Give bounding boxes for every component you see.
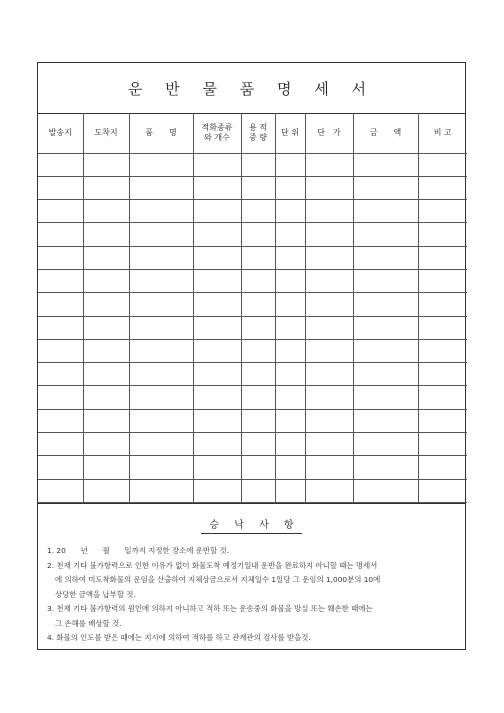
table-cell-destination[interactable] <box>83 339 129 362</box>
header-origin: 발송지 <box>38 113 83 153</box>
table-cell-item-name[interactable] <box>129 223 193 246</box>
header-destination: 도착지 <box>83 113 129 153</box>
table-cell-destination[interactable] <box>83 409 129 432</box>
table-cell-destination[interactable] <box>83 479 129 502</box>
table-row <box>38 456 467 479</box>
table-cell-origin[interactable] <box>38 479 83 502</box>
table-cell-item-name[interactable] <box>129 409 193 432</box>
table-cell-amount[interactable] <box>353 269 418 292</box>
table-cell-unit[interactable] <box>275 246 305 269</box>
table-cell-package-type-count[interactable] <box>193 293 241 316</box>
table-cell-destination[interactable] <box>83 363 129 386</box>
table-cell-package-type-count[interactable] <box>193 386 241 409</box>
table-cell-item-name[interactable] <box>129 386 193 409</box>
header-volume-weight: 용 적 중 량 <box>241 113 275 153</box>
table-cell-item-name[interactable] <box>129 456 193 479</box>
table-row <box>38 339 467 362</box>
table-cell-package-type-count[interactable] <box>193 223 241 246</box>
agreement-line: 에 의하여 미도착화물의 운임을 산출하여 지체상금으로서 지체일수 1일당 그 운임의 1,000분의 10에 <box>55 575 381 584</box>
table-cell-package-type-count[interactable] <box>193 409 241 432</box>
table-cell-unit-price[interactable] <box>305 409 353 432</box>
table-row <box>38 409 467 432</box>
table-cell-amount[interactable] <box>353 153 418 176</box>
table-cell-amount[interactable] <box>353 200 418 223</box>
table-cell-amount[interactable] <box>353 386 418 409</box>
table-cell-item-name[interactable] <box>129 153 193 176</box>
table-cell-volume-weight[interactable] <box>241 269 275 292</box>
agreement-title: 승 낙 사 항 <box>38 516 465 531</box>
table-cell-unit[interactable] <box>275 409 305 432</box>
table-row <box>38 200 467 223</box>
table-cell-unit-price[interactable] <box>305 456 353 479</box>
table-cell-volume-weight[interactable] <box>241 223 275 246</box>
table-cell-destination[interactable] <box>83 246 129 269</box>
table-cell-package-type-count[interactable] <box>193 269 241 292</box>
table-cell-package-type-count[interactable] <box>193 176 241 199</box>
table-cell-remarks[interactable] <box>418 479 467 502</box>
table-cell-unit[interactable] <box>275 386 305 409</box>
table-cell-remarks[interactable] <box>418 456 467 479</box>
table-cell-unit[interactable] <box>275 456 305 479</box>
table-cell-amount[interactable] <box>353 456 418 479</box>
table-cell-unit[interactable] <box>275 363 305 386</box>
table-cell-item-name[interactable] <box>129 433 193 456</box>
table-cell-remarks[interactable] <box>418 293 467 316</box>
header-package-type-count: 적화종류 와 개수 <box>193 113 241 153</box>
table-cell-amount[interactable] <box>353 433 418 456</box>
table-cell-unit-price[interactable] <box>305 153 353 176</box>
table-cell-unit[interactable] <box>275 176 305 199</box>
table-cell-origin[interactable] <box>38 200 83 223</box>
table-cell-origin[interactable] <box>38 456 83 479</box>
agreement-line: 상당한 금액을 납부할 것. <box>55 589 136 599</box>
table-cell-package-type-count[interactable] <box>193 246 241 269</box>
agreement-list <box>47 544 456 646</box>
table-cell-unit-price[interactable] <box>305 293 353 316</box>
table-cell-item-name[interactable] <box>129 246 193 269</box>
table-cell-volume-weight[interactable] <box>241 479 275 502</box>
table-cell-remarks[interactable] <box>418 339 467 362</box>
table-cell-unit-price[interactable] <box>305 479 353 502</box>
table-cell-destination[interactable] <box>83 293 129 316</box>
table-cell-destination[interactable] <box>83 153 129 176</box>
table-cell-package-type-count[interactable] <box>193 200 241 223</box>
agreement-line: 1. 20 년 월 일까지 지정한 장소에 운반할 것. <box>47 546 229 555</box>
agreement-line: 2. 천재 기타 불가항력으로 인한 이유가 없이 화물도착 예정기일내 운반을 완료하지 아니할 때는 명세서 <box>47 560 378 570</box>
table-cell-volume-weight[interactable] <box>241 200 275 223</box>
table-cell-unit-price[interactable] <box>305 433 353 456</box>
header-item-name: 품 명 <box>129 113 193 153</box>
table-cell-unit[interactable] <box>275 223 305 246</box>
table-cell-destination[interactable] <box>83 456 129 479</box>
table-cell-origin[interactable] <box>38 433 83 456</box>
table-cell-amount[interactable] <box>353 479 418 502</box>
table-cell-volume-weight[interactable] <box>241 456 275 479</box>
header-amount: 금 액 <box>353 113 418 153</box>
table-cell-destination[interactable] <box>83 433 129 456</box>
table-row <box>38 223 467 246</box>
table-cell-item-name[interactable] <box>129 176 193 199</box>
table-cell-unit-price[interactable] <box>305 269 353 292</box>
table-cell-amount[interactable] <box>353 176 418 199</box>
agreement-line: 그 손해를 배상할 것. <box>55 618 122 628</box>
table-cell-package-type-count[interactable] <box>193 316 241 339</box>
table-cell-volume-weight[interactable] <box>241 363 275 386</box>
form-sheet <box>37 62 466 650</box>
table-row <box>38 153 467 176</box>
table-row <box>38 246 467 269</box>
table-cell-destination[interactable] <box>83 386 129 409</box>
table-cell-destination[interactable] <box>83 223 129 246</box>
table-cell-amount[interactable] <box>353 409 418 432</box>
table-cell-remarks[interactable] <box>418 433 467 456</box>
table-row <box>38 479 467 502</box>
table-cell-volume-weight[interactable] <box>241 409 275 432</box>
table-cell-remarks[interactable] <box>418 409 467 432</box>
table-cell-unit-price[interactable] <box>305 246 353 269</box>
table-cell-package-type-count[interactable] <box>193 363 241 386</box>
table-cell-package-type-count[interactable] <box>193 433 241 456</box>
table-cell-amount[interactable] <box>353 316 418 339</box>
table-cell-remarks[interactable] <box>418 200 467 223</box>
table-cell-unit[interactable] <box>275 153 305 176</box>
table-cell-unit-price[interactable] <box>305 339 353 362</box>
table-cell-origin[interactable] <box>38 176 83 199</box>
table-cell-item-name[interactable] <box>129 293 193 316</box>
table-cell-package-type-count[interactable] <box>193 339 241 362</box>
table-cell-unit-price[interactable] <box>305 386 353 409</box>
table-cell-unit[interactable] <box>275 339 305 362</box>
table-row <box>38 433 467 456</box>
table-cell-package-type-count[interactable] <box>193 479 241 502</box>
table-row <box>38 269 467 292</box>
form-title: 운 반 물 품 명 세 서 <box>38 63 465 114</box>
table-cell-amount[interactable] <box>353 293 418 316</box>
table-cell-volume-weight[interactable] <box>241 176 275 199</box>
table-cell-volume-weight[interactable] <box>241 386 275 409</box>
table-cell-destination[interactable] <box>83 316 129 339</box>
table-row <box>38 316 467 339</box>
table-cell-item-name[interactable] <box>129 269 193 292</box>
table-cell-volume-weight[interactable] <box>241 246 275 269</box>
table-row <box>38 386 467 409</box>
table-cell-unit[interactable] <box>275 479 305 502</box>
table-cell-remarks[interactable] <box>418 386 467 409</box>
table-cell-volume-weight[interactable] <box>241 339 275 362</box>
items-table <box>38 113 467 503</box>
table-cell-item-name[interactable] <box>129 339 193 362</box>
table-cell-origin[interactable] <box>38 386 83 409</box>
table-cell-unit[interactable] <box>275 200 305 223</box>
table-cell-amount[interactable] <box>353 246 418 269</box>
table-cell-package-type-count[interactable] <box>193 153 241 176</box>
table-cell-amount[interactable] <box>353 339 418 362</box>
table-cell-volume-weight[interactable] <box>241 293 275 316</box>
table-cell-amount[interactable] <box>353 363 418 386</box>
table-cell-origin[interactable] <box>38 153 83 176</box>
table-cell-remarks[interactable] <box>418 269 467 292</box>
agreement-line: 3. 천재 기타 불가항력의 원인에 의하지 아니하고 적하 또는 운송중의 화물을 망실 또는 훼손한 때에는 <box>47 604 373 613</box>
agreement-line: 4. 화물의 인도를 받은 때에는 지시에 의하여 적하를 하고 관계관의 검사를 받을것. <box>47 633 311 642</box>
table-cell-amount[interactable] <box>353 223 418 246</box>
table-cell-destination[interactable] <box>83 176 129 199</box>
table-header-row <box>38 113 467 153</box>
table-cell-item-name[interactable] <box>129 363 193 386</box>
table-cell-item-name[interactable] <box>129 316 193 339</box>
table-cell-unit-price[interactable] <box>305 223 353 246</box>
table-cell-unit[interactable] <box>275 433 305 456</box>
table-cell-remarks[interactable] <box>418 316 467 339</box>
table-cell-origin[interactable] <box>38 339 83 362</box>
table-cell-remarks[interactable] <box>418 363 467 386</box>
table-cell-volume-weight[interactable] <box>241 433 275 456</box>
table-cell-origin[interactable] <box>38 409 83 432</box>
table-row <box>38 363 467 386</box>
table-cell-remarks[interactable] <box>418 176 467 199</box>
table-cell-unit-price[interactable] <box>305 363 353 386</box>
table-cell-unit[interactable] <box>275 316 305 339</box>
table-cell-origin[interactable] <box>38 246 83 269</box>
agreement-section <box>38 503 465 652</box>
table-cell-origin[interactable] <box>38 316 83 339</box>
header-unit-price: 단 가 <box>305 113 353 153</box>
table-cell-volume-weight[interactable] <box>241 153 275 176</box>
table-cell-unit-price[interactable] <box>305 316 353 339</box>
table-cell-unit[interactable] <box>275 293 305 316</box>
table-cell-remarks[interactable] <box>418 153 467 176</box>
table-cell-volume-weight[interactable] <box>241 316 275 339</box>
table-cell-item-name[interactable] <box>129 479 193 502</box>
table-cell-origin[interactable] <box>38 293 83 316</box>
table-cell-unit[interactable] <box>275 269 305 292</box>
table-cell-unit-price[interactable] <box>305 176 353 199</box>
table-row <box>38 293 467 316</box>
table-cell-destination[interactable] <box>83 200 129 223</box>
table-cell-remarks[interactable] <box>418 223 467 246</box>
table-cell-unit-price[interactable] <box>305 200 353 223</box>
table-cell-origin[interactable] <box>38 363 83 386</box>
table-cell-origin[interactable] <box>38 269 83 292</box>
table-cell-origin[interactable] <box>38 223 83 246</box>
table-cell-remarks[interactable] <box>418 246 467 269</box>
table-row <box>38 176 467 199</box>
header-remarks: 비 고 <box>418 113 467 153</box>
header-unit: 단 위 <box>275 113 305 153</box>
table-cell-item-name[interactable] <box>129 200 193 223</box>
table-cell-package-type-count[interactable] <box>193 456 241 479</box>
table-cell-destination[interactable] <box>83 269 129 292</box>
